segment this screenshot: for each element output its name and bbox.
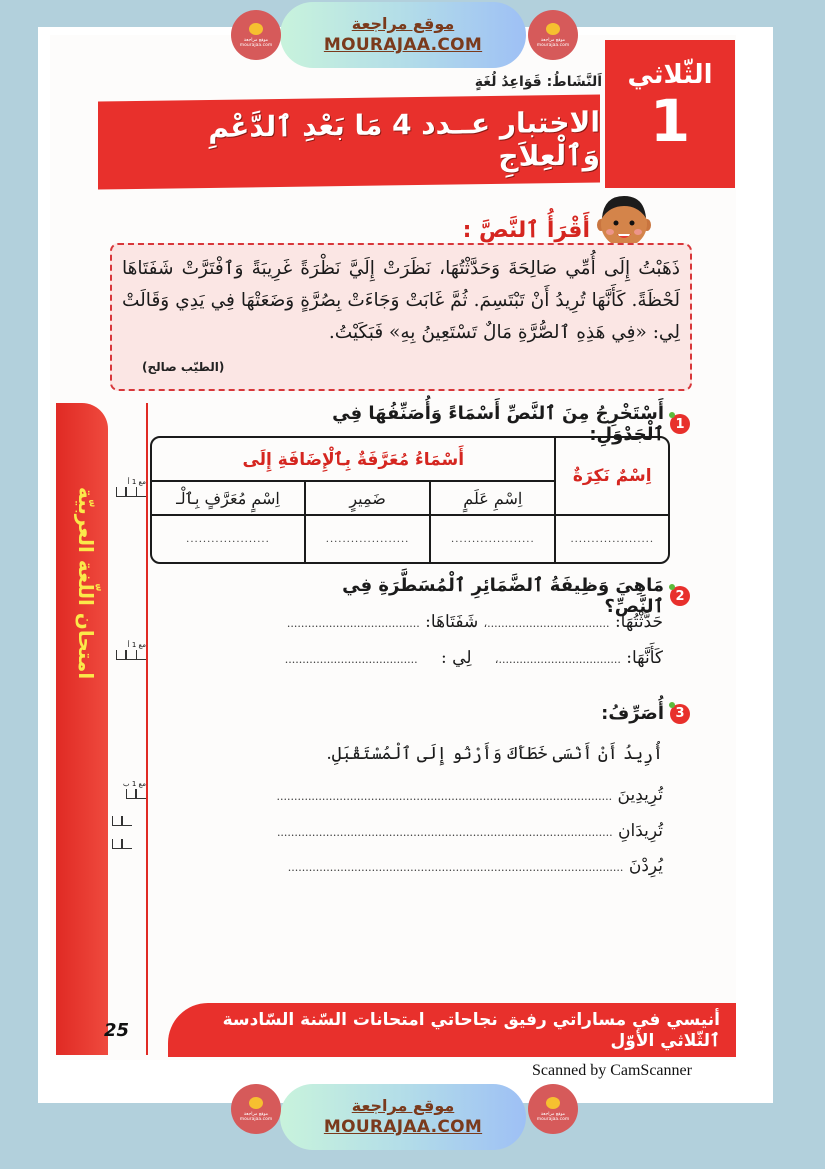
col-proper-noun: اِسْمِ عَلَمٍ [429, 482, 554, 516]
q3-sentence: أُرِيدُ أَنْ أَنْسَى خَطَأَكَ وَأَرْنُو إِلَى ٱلْمُسْتَقْبَلِ. [326, 744, 663, 764]
question-number-badge: 2 [670, 586, 690, 606]
page-title: الاختبار عــدد 4 مَا بَعْدِ ٱلدَّعْمِ وَٱلْعِلاَجِ [208, 105, 600, 173]
grade-box-q3-b [112, 815, 132, 826]
book-icon [249, 23, 263, 35]
grade-box-q3-a: مع 1 ب [112, 780, 146, 799]
question-2-text: مَاهِيَ وَظِيفَةُ ٱلضَّمَائِرِ ٱلْمُسَطَّرَةِ فِي ٱلنَّصِّ؟ [342, 575, 664, 617]
col-al-noun: اِسْمٍ مُعَرَّفٍ بِٱلْـ [152, 482, 304, 516]
site-banner-top[interactable] [280, 2, 526, 68]
reading-passage [110, 243, 692, 391]
answer-blank[interactable]: ...................................، [483, 617, 610, 630]
score-ticks[interactable] [112, 650, 146, 660]
term-badge [605, 40, 735, 188]
question-number-badge: 3 [670, 704, 690, 724]
answer-blank[interactable]: ...................................، [494, 653, 621, 666]
passage-text: ذَهَبْتُ إِلَى أُمِّي صَالِحَةَ وَحَدَّثْتُهَا، نَظَرَتْ إِلَيَّ نَظْرَةً غَرِيبَةً وَٱفْتَرَّتْ شَفَتَاهَا لَحْظَةً. كَأَنَّهَا تُرِيدُ أَنْ تَبْتَسِمَ. ثُمَّ غَابَتْ وَجَاءَتْ بِصُرَّةٍ وَضَعَتْهَا فِي يَدِي وَقَالَتْ لِي: «فِي هَذِهِ ٱلصُّرَّةِ مَالٌ تَسْتَعِينُ بِهِ» فَبَكَيْتُ. [122, 258, 680, 343]
site-logo-right-bottom[interactable]: موقع مراجعة mourajaa.com [528, 1084, 578, 1134]
answer-blank[interactable]: ................................................................................................ [276, 826, 613, 839]
answer-cell-pronoun[interactable]: .................... [304, 516, 429, 562]
q3-answer-line-1: تُرِيدِينَ ................................................................................................ [276, 785, 663, 805]
answer-blank[interactable]: ................................................................................................ [276, 790, 613, 803]
book-icon [546, 23, 560, 35]
book-title: أنيسي في مساراتي رفيق نجاحاتي امتحانات السّنة السّادسة ٱلثّلاثي الأوّل [222, 1009, 720, 1051]
score-ticks[interactable] [112, 839, 132, 849]
passage-author: (الطيّب صالح) [142, 360, 225, 374]
grade-box-q1: مع 1 أ [112, 478, 146, 497]
answer-blank[interactable]: ................................................................................................ [287, 861, 624, 874]
answer-cell-indefinite[interactable]: .................... [554, 516, 668, 562]
book-icon [546, 1097, 560, 1109]
answer-cell-al-noun[interactable]: .................... [186, 533, 270, 545]
site-name-arabic: موقع مراجعة [351, 1096, 455, 1115]
activity-label: اَلنَّشَاطُ: قَوَاعِدُ لُغَةٍ [474, 74, 602, 90]
reading-heading: أَقْرَأُ ٱلنَّصَّ : [462, 218, 590, 243]
term-label: الثّلاثي [627, 60, 713, 90]
term-number: 1 [649, 87, 691, 155]
col-pronoun: ضَمِيرٍ [304, 482, 429, 516]
site-logo-right[interactable]: موقع مراجعة mourajaa.com [528, 10, 578, 60]
answer-cell-proper-noun[interactable]: .................... [429, 516, 554, 562]
question-1-text: أَسْتَخْرِجُ مِنَ ٱلنَّصِّ أَسْمَاءً وَأُصَنِّفُهَا فِي ٱلْجَدْوَلِ: [332, 403, 664, 445]
answer-blank[interactable]: ...................................... [286, 617, 420, 630]
q3-answer-line-3: يُرِدْنَ ................................................................................................ [287, 856, 663, 876]
scanner-watermark: Scanned by CamScanner [532, 1062, 692, 1079]
score-ticks[interactable] [112, 789, 146, 799]
question-3-text: أُصَرِّفُ: [601, 703, 664, 724]
book-icon [249, 1097, 263, 1109]
side-strip [56, 403, 108, 1055]
question-number-badge: 1 [670, 414, 690, 434]
site-name-arabic: موقع مراجعة [351, 14, 455, 33]
grade-box-q3-c [112, 838, 132, 849]
score-ticks[interactable] [112, 487, 146, 497]
margin-line [146, 403, 148, 1055]
boy-face-icon [596, 192, 652, 250]
site-banner-bottom[interactable] [280, 1084, 526, 1150]
question-3 [560, 703, 690, 724]
q2-answer-line-1: حَدَّثْتُهَا: ...................................، شَفَتَاهَا: ...................................... [286, 612, 663, 632]
grade-box-q2: مع 1 أ [112, 641, 146, 660]
q3-answer-line-2: تُرِيدَانِ ................................................................................................ [276, 821, 663, 841]
score-ticks[interactable] [112, 816, 132, 826]
col-indefinite-noun: اِسْمٌ نَكِرَةٌ [554, 438, 668, 516]
q2-answer-line-2: كَأَنَّهَا: ...................................، لِي : ...................................... [284, 648, 663, 668]
site-domain[interactable]: MOURAJAA.COM [323, 35, 483, 55]
footer-band [168, 1003, 736, 1057]
title-band [98, 94, 600, 189]
exam-subject-label: امتحان اللّغة العربيّة [74, 486, 98, 680]
col-group-definite: أَسْمَاءُ مُعَرَّفَةٌ بِٱلْإِضَافَةِ إِلَى [152, 438, 554, 482]
site-logo-left[interactable]: موقع مراجعة mourajaa.com [231, 10, 281, 60]
question-2 [340, 575, 690, 617]
site-logo-left-bottom[interactable]: موقع مراجعة mourajaa.com [231, 1084, 281, 1134]
answer-blank[interactable]: ...................................... [284, 653, 418, 666]
classification-table [150, 436, 670, 564]
page-number: 25 [104, 1020, 130, 1041]
site-domain[interactable]: MOURAJAA.COM [323, 1117, 483, 1137]
